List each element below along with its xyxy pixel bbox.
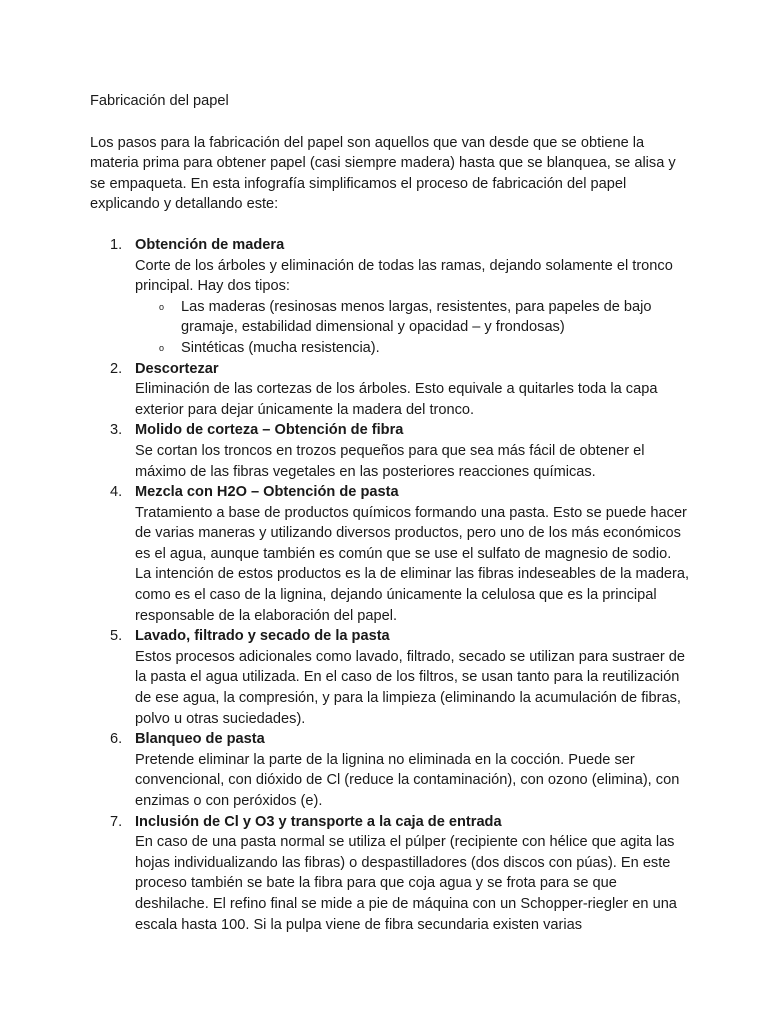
step-text: Pretende eliminar la parte de la lignina no eliminada en la cocción. Puede ser convencional, con dióxido de Cl (reduce la contaminación), con ozono (elimina), con enzimas o con peróxidos (e). [135, 751, 680, 809]
step-item [90, 482, 690, 626]
step-title: Lavado, filtrado y secado de la pasta [135, 628, 390, 645]
step-number: 1. [110, 236, 123, 253]
sub-item [135, 297, 690, 338]
document-content [90, 91, 690, 935]
step-text: Tratamiento a base de productos químicos formando una pasta. Esto se puede hacer de varias maneras y utilizando diversos productos, pero uno de los más económicos es el agua, aunque también es común que se use el sulfato de magnesio de sodio. La intención de estos productos es la de eliminar las fibras indeseables de la madera, como es el caso de la lignina, dejando únicamente la celulosa que es la principal responsable de la elaboración del papel. [135, 504, 690, 624]
step-title: Inclusión de Cl y O3 y transporte a la caja de entrada [135, 813, 502, 830]
circle-bullet-icon: o [159, 342, 165, 353]
document-title: Fabricación del papel [90, 93, 229, 109]
step-text: Estos procesos adicionales como lavado, filtrado, secado se utilizan para sustraer de la pasta el agua utilizada. En el caso de los filtros, se usan tanto para la reutilización de ese agua, la compresión, y para la limpieza (eliminando la acumulación de fibras, polvo u otras suciedades). [135, 648, 685, 727]
step-number: 7. [110, 813, 123, 830]
step-number: 5. [110, 628, 123, 645]
sub-item-text: Las maderas (resinosas menos largas, resistentes, para papeles de bajo gramaje, estabilidad dimensional y opacidad – y frondosas) [181, 298, 652, 336]
intro-paragraph: Los pasos para la fabricación del papel son aquellos que van desde que se obtiene la materia prima para obtener papel (casi siempre madera) hasta que se blanquea, se alisa y se empaqueta. En esta infografía simplificamos el proceso de fabricación del papel explicando y detallando este: [90, 134, 676, 213]
step-item [90, 626, 690, 729]
step-number: 6. [110, 731, 123, 748]
step-number: 2. [110, 360, 123, 377]
step-title: Descortezar [135, 360, 219, 377]
step-number: 3. [110, 422, 123, 439]
sub-list [135, 297, 690, 359]
circle-bullet-icon: o [159, 301, 165, 312]
step-text: En caso de una pasta normal se utiliza el púlper (recipiente con hélice que agita las hojas individualizando las fibras) o despastilladores (dos discos con púas). En este proceso también se bate la fibra para que coja agua y se frota para se que deshilache. El refino final se mide a pie de máquina con un Schopper-riegler en una escala hasta 100. Si la pulpa viene de fibra secundaria existen varias [135, 834, 677, 933]
step-item [90, 729, 690, 811]
steps-list [90, 235, 690, 935]
step-title: Blanqueo de pasta [135, 731, 265, 748]
step-title: Mezcla con H2O – Obtención de pasta [135, 484, 399, 501]
step-text: Eliminación de las cortezas de los árboles. Esto equivale a quitarles toda la capa exterior para dejar únicamente la madera del tronco. [135, 381, 658, 418]
step-item [90, 235, 690, 359]
sub-item [135, 338, 690, 359]
step-title: Obtención de madera [135, 236, 285, 253]
step-title: Molido de corteza – Obtención de fibra [135, 422, 404, 439]
step-text: Se cortan los troncos en trozos pequeños para que sea más fácil de obtener el máximo de las fibras vegetales en las posteriores reacciones químicas. [135, 442, 645, 480]
step-item [90, 812, 690, 936]
step-text: Corte de los árboles y eliminación de todas las ramas, dejando solamente el tronco principal. Hay dos tipos: [135, 257, 673, 295]
step-number: 4. [110, 484, 123, 501]
sub-item-text: Sintéticas (mucha resistencia). [181, 339, 380, 356]
step-item [90, 420, 690, 482]
step-item [90, 359, 690, 421]
